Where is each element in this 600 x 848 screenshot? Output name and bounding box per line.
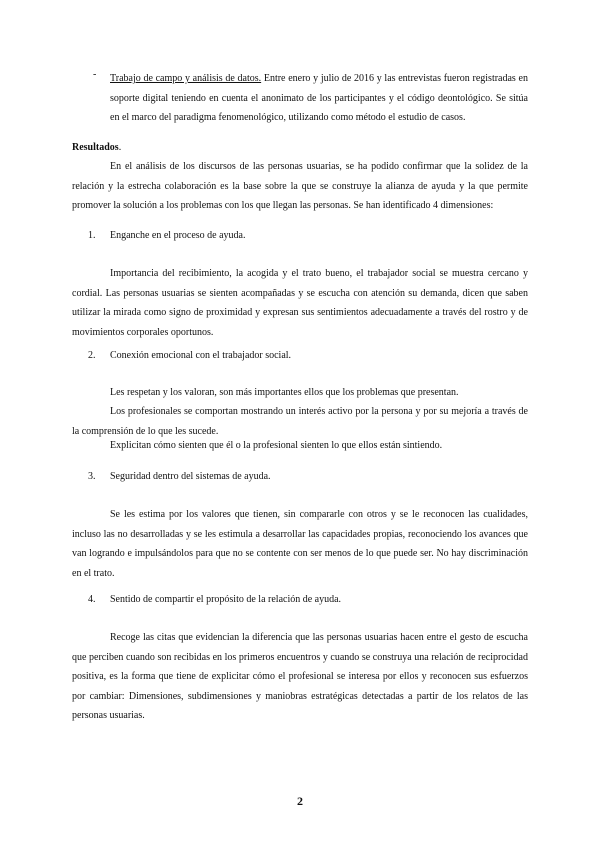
item-3-paragraph: Se les estima por los valores que tienen, sin compararle con otros y se le reconocen las cualidades, incluso las no desarrolladas y se les estimula a desarrollar las capacidades propias, reconociendo los avances que van logrando e impulsándolos para que no se contente con ser menos de lo que puede ser. No hay discriminación en el trato. <box>72 509 528 579</box>
item-4-number: 4. <box>88 594 96 605</box>
fieldwork-bullet-paragraph <box>110 69 528 128</box>
results-heading-period: . <box>118 142 122 153</box>
item-1-number: 1. <box>88 230 96 241</box>
results-heading <box>72 138 121 158</box>
item-4-title: Sentido de compartir el propósito de la relación de ayuda. <box>110 594 342 605</box>
results-intro-paragraph: En el análisis de los discursos de las personas usuarias, se ha podido confirmar que la solidez de la relación y la estrecha colaboración es la base sobre la que se construye la alianza de ayuda y la que permite promover la solución a los problemas con los que llegan las personas. Se han identificado 4 dimensiones: <box>72 161 528 211</box>
item-2-line-1: Les respetan y los valoran, son más importantes ellos que los problemas que presentan. <box>110 387 459 398</box>
item-2-number: 2. <box>88 350 96 361</box>
page-number: 2 <box>297 794 303 808</box>
bullet-marker: - <box>93 69 97 80</box>
item-3-number: 3. <box>88 471 96 482</box>
fieldwork-bullet-title: Trabajo de campo y análisis de datos. <box>110 73 262 84</box>
fieldwork-bullet-text: Entre enero y julio de 2016 y las entrevistas fueron registradas en soporte digital teniendo en cuenta el anonimato de los participantes y el código deontológico. Se sitúa en el marco del paradigma fenomenológico, utilizando como método el estudio de casos. <box>110 73 528 123</box>
item-1-paragraph: Importancia del recibimiento, la acogida y el trato bueno, el trabajador social se muestra cercano y cordial. Las personas usuarias se sienten acompañadas y se escucha con atención su demanda, dicen que saben utilizar la mirada como signo de proximidad y expresan sus sentimientos adecuadamente a través del rostro y de movimientos corporales oportunos. <box>72 268 528 338</box>
item-2-line-2: Los profesionales se comportan mostrando un interés activo por la persona y por su mejoría a través de la comprensión de lo que les sucede. <box>72 406 528 437</box>
item-3-title: Seguridad dentro del sistemas de ayuda. <box>110 471 271 482</box>
item-2-title: Conexión emocional con el trabajador social. <box>110 350 292 361</box>
results-heading-text: Resultados <box>72 142 119 153</box>
item-2-line-3: Explicitan cómo sienten que él o la profesional sienten lo que ellos están sintiendo. <box>110 440 443 451</box>
item-4-paragraph: Recoge las citas que evidencian la diferencia que las personas usuarias hacen entre el gesto de escucha que perciben cuando son recibidas en los primeros encuentros y cuando se construya una relación de reciprocidad positiva, es la forma que tiene de explicitar cómo el profesional se interesa por ellos y reconocen sus esfuerzos por cambiar: Dimensiones, subdimensiones y maniobras estratégicas detectadas a partir de los relatos de las personas usuarias. <box>72 632 528 721</box>
item-1-title: Enganche en el proceso de ayuda. <box>110 230 246 241</box>
